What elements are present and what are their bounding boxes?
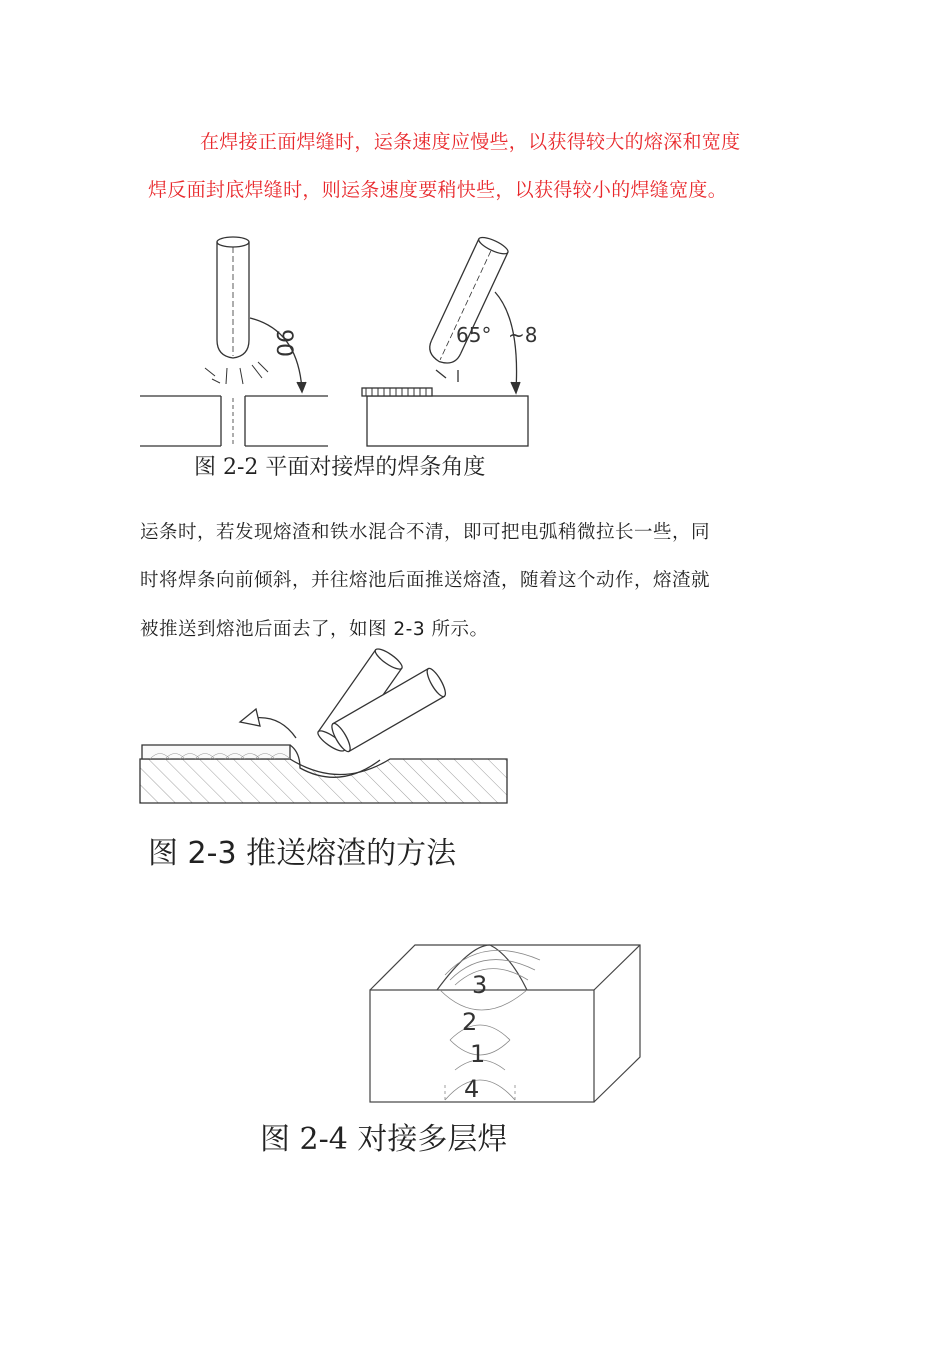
layer-label-2: 2 xyxy=(462,1008,478,1036)
paragraph-line-2: 时将焊条向前倾斜，并往熔池后面推送熔渣，随着这个动作，熔渣就 xyxy=(140,570,711,591)
figure-2-4-caption: 图 2-4 对接多层焊 xyxy=(260,1122,508,1157)
angle-label-65: 65° xyxy=(456,323,492,347)
red-text-line-1: 在焊接正面焊缝时，运条速度应慢些，以获得较大的熔深和宽度 xyxy=(200,131,741,153)
angle-label-80: ~8 xyxy=(508,323,538,347)
layer-label-3: 3 xyxy=(472,971,488,999)
angle-label-90: 90 xyxy=(271,329,296,357)
layer-label-1: 1 xyxy=(470,1040,486,1068)
paragraph-line-3: 被推送到熔池后面去了，如图 2-3 所示。 xyxy=(140,619,489,640)
layer-label-4: 4 xyxy=(464,1075,480,1103)
figure-2-2-caption: 图 2-2 平面对接焊的焊条角度 xyxy=(194,455,486,480)
figure-2-3-caption: 图 2-3 推送熔渣的方法 xyxy=(148,836,457,871)
paragraph-line-1: 运条时，若发现熔渣和铁水混合不清，即可把电弧稍微拉长一些，同 xyxy=(140,522,711,543)
red-text-line-2: 焊反面封底焊缝时，则运条速度要稍快些，以获得较小的焊缝宽度。 xyxy=(148,179,728,201)
